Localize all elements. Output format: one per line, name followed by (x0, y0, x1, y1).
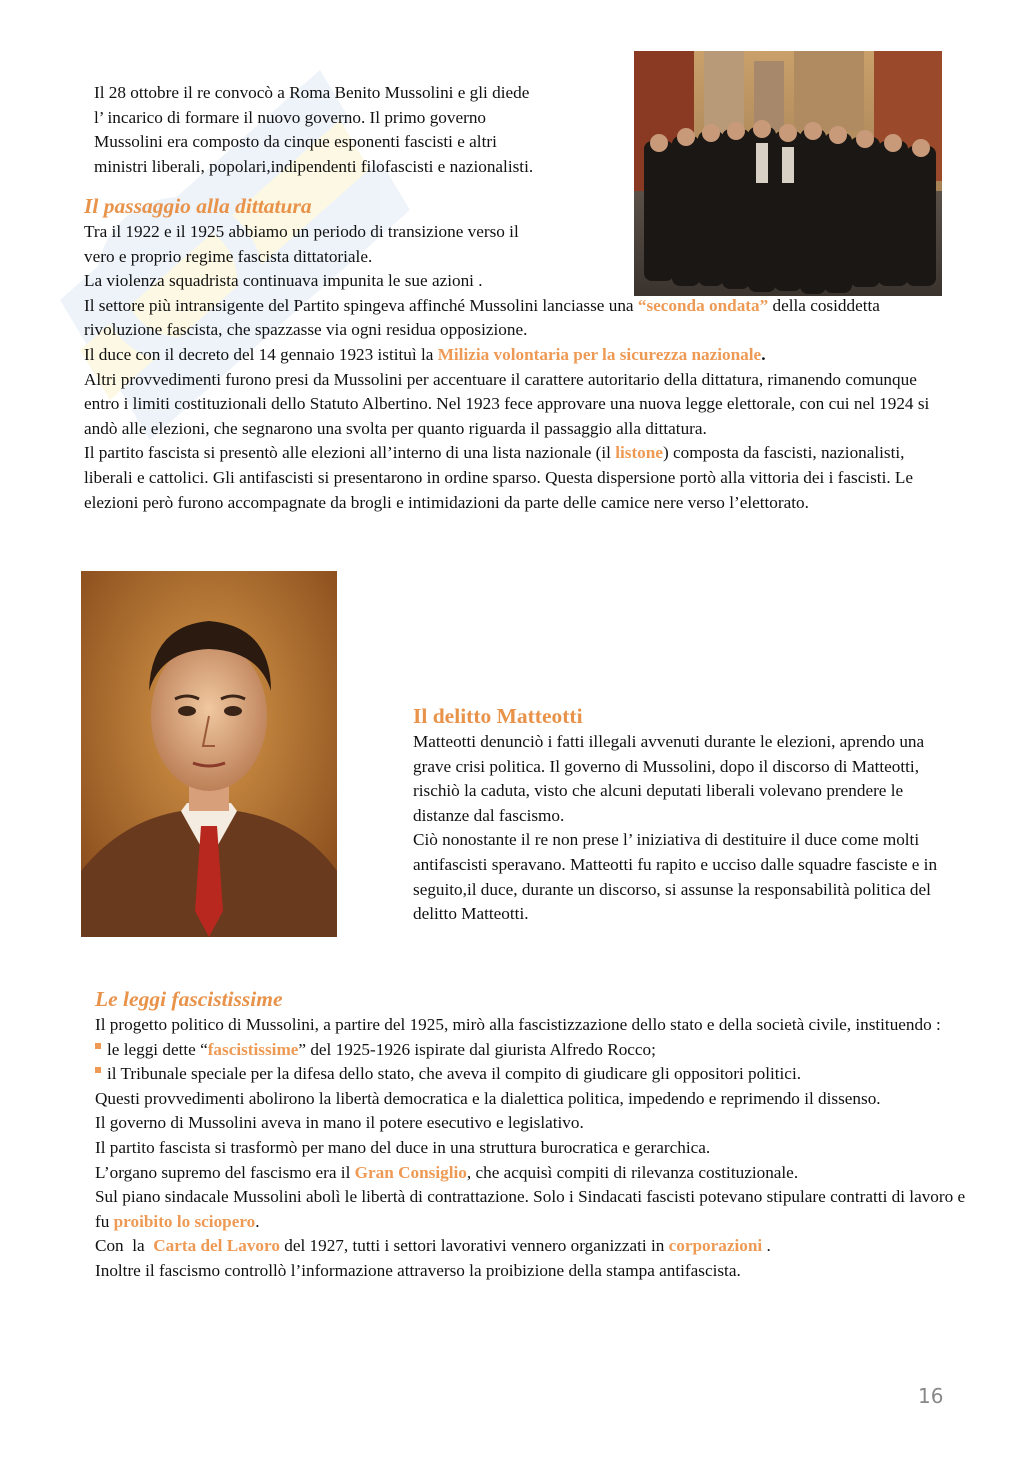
intro-paragraph (94, 81, 634, 179)
text-segment: della cosiddetta rivoluzione fascista, che spazzasse via ogni residua opposizione. (84, 295, 880, 340)
paragraph (84, 294, 924, 343)
quote-mark: ” (759, 295, 769, 315)
text-segment: , che acquisì compiti di rilevanza costituzionale. (466, 1162, 799, 1182)
highlight-term: seconda ondata (646, 295, 760, 315)
paragraph: Il governo di Mussolini aveva in mano il potere esecutivo e legislativo. (95, 1113, 584, 1133)
text-line: Tra il 1922 e il 1925 abbiamo un periodo di transizione verso il (84, 222, 519, 241)
text-segment: . (762, 1236, 771, 1256)
paragraph (95, 1161, 970, 1186)
section-heading: Il passaggio alla dittatura (84, 194, 312, 218)
text-line: La violenza squadrista continuava impunita le sue azioni . (84, 271, 483, 291)
paragraph: Inoltre il fascismo controllò l’informazione attraverso la proibizione della stampa antifascista. (95, 1260, 741, 1280)
list-item (95, 1062, 970, 1087)
paragraph: Questi provvedimenti abolirono la libertà democratica e la dialettica politica, impedendo e reprimendo il dissenso. (95, 1088, 881, 1108)
paragraph (84, 441, 914, 515)
highlight-term: Milizia volontaria per la sicurezza nazionale (437, 344, 762, 364)
text-line: vero e proprio regime fascista dittatoriale. (84, 246, 373, 266)
paragraph (84, 343, 944, 368)
text-segment: . (255, 1211, 260, 1231)
intro-line: ministri liberali, popolari,indipendenti filofascisti e nazionalisti. (94, 156, 534, 176)
paragraph: Ciò nonostante il re non prese l’ iniziativa di destituire il duce come molti antifascisti speravano. Matteotti fu rapito e ucciso dalle squadre fasciste e in seguito,il duce, durante un discorso, si assunse la responsabilità politica del delitto Matteotti. (413, 830, 938, 924)
highlight-term: Gran Consiglio (354, 1162, 467, 1182)
list-item (95, 1038, 970, 1063)
paragraph: Altri provvedimenti furono presi da Mussolini per accentuare il carattere autoritario della dittatura, rimanendo comunque entro i limiti costituzionali dello Statuto Albertino. Nel 1923 fece approvare una nuova legge elettorale, con cui nel 1924 si andò alle elezioni, che segnarono una svolta per quanto riguarda il passaggio alla dittatura. (84, 369, 930, 438)
text-segment: le leggi dette “ (107, 1039, 208, 1059)
section-heading: Il delitto Matteotti (413, 704, 583, 728)
paragraph: Il partito fascista si trasformò per mano del duce in una struttura burocratica e gerarchica. (95, 1137, 711, 1157)
page-number: 16 (918, 1384, 944, 1408)
paragraph (95, 1234, 970, 1259)
text-segment: Il settore più intransigente del Partito spingeva affinché Mussolini lanciasse una (84, 295, 638, 315)
section-leggi-fascistissime (95, 986, 970, 1284)
text-segment: L’organo supremo del fascismo era il (95, 1162, 355, 1182)
highlight-term: Carta del Lavoro (153, 1236, 280, 1256)
text-segment: . (761, 344, 766, 364)
highlight-term: listone (615, 443, 663, 463)
highlight-term: proibito lo sciopero (113, 1211, 256, 1231)
text-segment: Sul piano sindacale Mussolini abolì le libertà di contrattazione. Solo i Sindacati fascisti potevano stipulare contratti di lavoro e fu (95, 1187, 966, 1231)
intro-line: Mussolini era composto da cinque esponenti fascisti e altri (94, 132, 497, 152)
paragraph: Il progetto politico di Mussolini, a partire del 1925, mirò alla fascistizzazione dello stato e della società civile, instituendo : (95, 1015, 941, 1034)
matteotti-portrait (81, 571, 337, 937)
text-segment: ” del 1925-1926 ispirate dal giurista Alfredo Rocco; (298, 1039, 656, 1059)
paragraph (95, 1185, 970, 1234)
text-segment: Con la (95, 1236, 154, 1256)
quote-mark: “ (637, 295, 647, 315)
text-segment: del 1927, tutti i settori lavorativi vennero organizzati in (279, 1236, 669, 1256)
text-segment: ) composta da fascisti, nazionalisti, liberali e cattolici. Gli antifascisti si presentarono in ordine sparso. Questa dispersione portò alla vittoria dei i fascisti. Le elezioni però furono accompagnate da brogli e intimidazioni da parte delle camice nere verso l’elettorato. (84, 443, 914, 512)
intro-line: l’ incarico di formare il nuovo governo. Il primo governo (94, 107, 487, 127)
text-segment: Il partito fascista si presentò alle elezioni all’interno di una lista nazionale (il (84, 443, 616, 463)
bullet-icon (95, 1067, 101, 1073)
text-segment: il Tribunale speciale per la difesa dello stato, che aveva il compito di giudicare gli oppositori politici. (107, 1064, 802, 1084)
highlight-term: corporazioni (668, 1236, 763, 1256)
section-heading: Le leggi fascistissime (95, 987, 283, 1011)
highlight-term: fascistissime (207, 1039, 299, 1059)
intro-line: Il 28 ottobre il re convocò a Roma Benito Mussolini e gli diede (94, 83, 530, 102)
text-segment: Il duce con il decreto del 14 gennaio 1923 istituì la (84, 344, 438, 364)
section-passaggio-dittatura (84, 193, 944, 515)
section-delitto-matteotti (413, 703, 953, 927)
paragraph: Matteotti denunciò i fatti illegali avvenuti durante le elezioni, aprendo una grave crisi politica. Il governo di Mussolini, dopo il discorso di Matteotti, rischiò la caduta, visto che alcuni deputati liberali volevano prendere le distanze dal fascismo. (413, 732, 925, 825)
bullet-icon (95, 1043, 101, 1049)
